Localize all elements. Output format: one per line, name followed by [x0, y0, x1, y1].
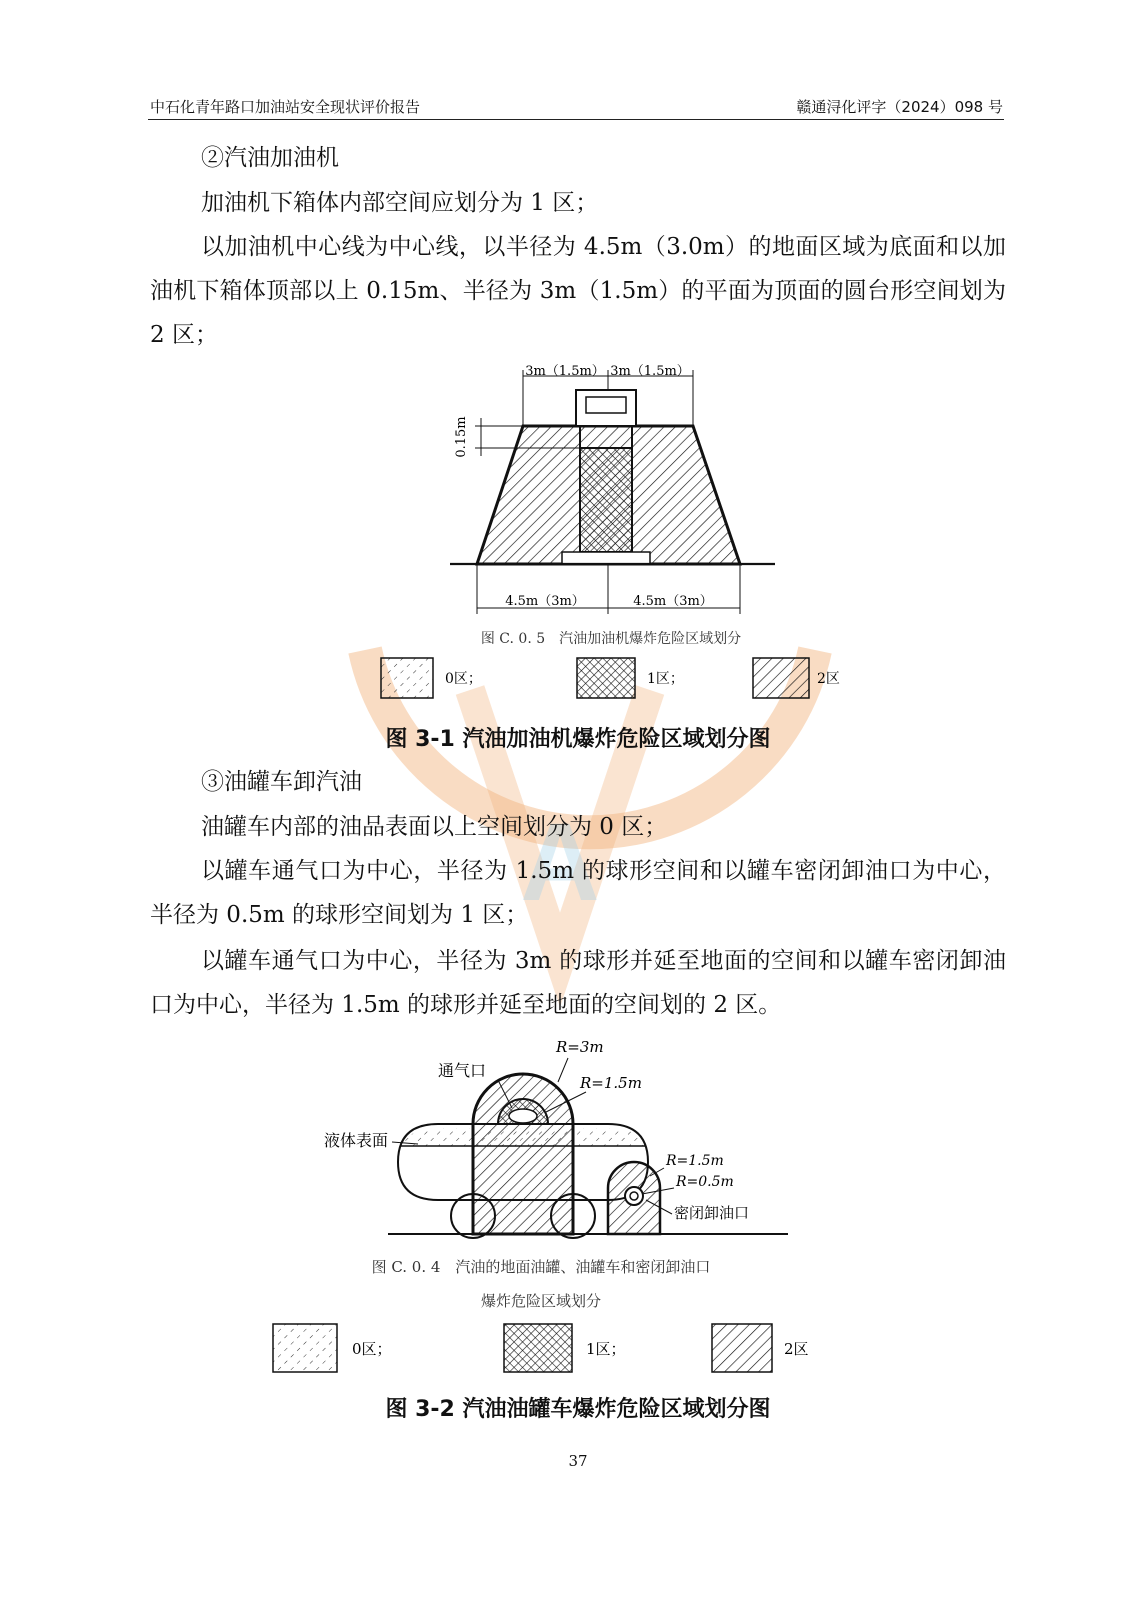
label-sealed-outlet: 密闭卸油口 [674, 1204, 750, 1222]
section-heading-tanker: ③油罐车卸汽油 [201, 769, 362, 795]
header-report-number: 赣通浔化评字（2024）098 号 [796, 98, 1003, 116]
header-divider [148, 119, 1004, 120]
paragraph-dispenser-zone2: 以加油机中心线为中心线，以半径为 4.5m（3.0m）的地面区域为底面和以加油机下箱体顶部以上 0.15m、半径为 3m（1.5m）的平面为顶面的圆台形空间划为 2 区； [150, 234, 1006, 348]
figure-dispenser-zones [365, 352, 845, 708]
figure1-caption: 图 3-1 汽油加油机爆炸危险区域划分图 [385, 727, 771, 752]
dim-top-left: 3m（1.5m） [525, 364, 605, 379]
figure2-caption: 图 3-2 汽油油罐车爆炸危险区域划分图 [385, 1397, 771, 1422]
paragraph-dispenser-zone1: 加油机下箱体内部空间应划分为 1 区； [201, 190, 599, 216]
label-r15m-top: R=1.5m [580, 1074, 642, 1092]
label-vent: 通气口 [438, 1061, 487, 1080]
label-liquid-surface: 液体表面 [324, 1131, 389, 1150]
figure2-legend-zone2: 2区 [784, 1340, 809, 1358]
dim-top-right: 3m（1.5m） [610, 364, 690, 379]
paragraph-tanker-zone0: 油罐车内部的油品表面以上空间划分为 0 区； [201, 814, 668, 840]
header-report-title: 中石化青年路口加油站安全现状评价报告 [150, 98, 421, 116]
figure1-legend-zone0: 0区； [445, 671, 482, 687]
figure2-legend-zone0: 0区； [352, 1340, 392, 1358]
dim-height: 0.15m [454, 416, 469, 458]
label-r15m-side: R=1.5m [666, 1153, 724, 1169]
section-heading-dispenser: ②汽油加油机 [201, 145, 339, 171]
page-number: 37 [568, 1452, 588, 1470]
figure1-legend-zone1: 1区； [647, 671, 684, 687]
label-r3m: R=3m [556, 1038, 604, 1056]
paragraph-tanker-zone2: 以罐车通气口为中心，半径为 3m 的球形并延至地面的空间和以罐车密闭卸油口为中心，半径为 1.5m 的球形并延至地面的空间划的 2 区。 [150, 948, 1006, 1018]
label-r05m: R=0.5m [676, 1174, 734, 1190]
figure1-inner-caption: 图 C. 0. 5 汽油加油机爆炸危险区域划分 [480, 631, 742, 647]
figure2-legend-zone1: 1区； [586, 1340, 626, 1358]
figure2-inner-caption-2: 爆炸危险区域划分 [480, 1292, 602, 1310]
figure1-legend-zone2: 2区 [817, 671, 840, 687]
figure-tanker-zones [268, 1036, 828, 1384]
dim-bottom-left: 4.5m（3m） [505, 594, 585, 609]
svg-text:A: A [520, 801, 600, 924]
paragraph-tanker-zone1: 以罐车通气口为中心，半径为 1.5m 的球形空间和以罐车密闭卸油口为中心，半径为 0.5m 的球形空间划为 1 区； [150, 858, 1006, 928]
figure2-inner-caption-1: 图 C. 0. 4 汽油的地面油罐、油罐车和密闭卸油口 [371, 1258, 711, 1276]
dim-bottom-right: 4.5m（3m） [633, 594, 713, 609]
